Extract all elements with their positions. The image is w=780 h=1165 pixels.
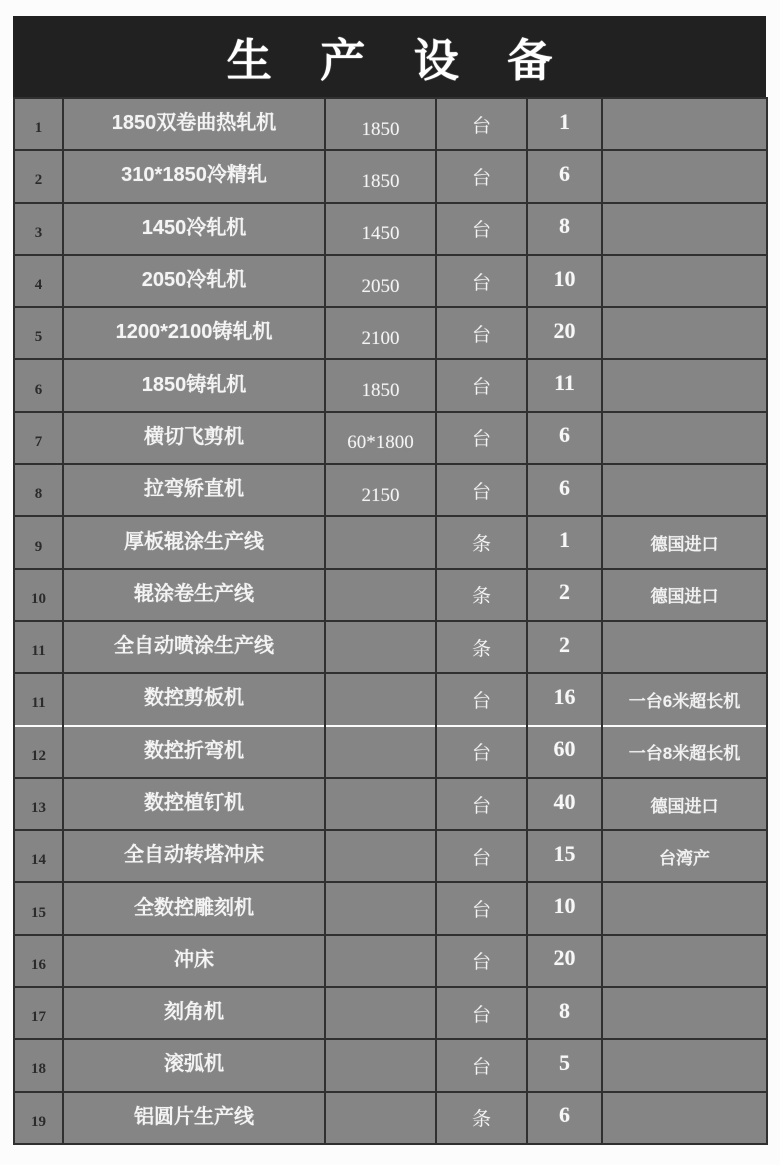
equipment-name: 铝圆片生产线: [63, 1092, 325, 1144]
equipment-remark: [602, 412, 767, 464]
equipment-name: 1850铸轧机: [63, 359, 325, 411]
table-row: [14, 98, 767, 150]
equipment-quantity: 20: [527, 307, 602, 359]
table-title-bar: [13, 16, 766, 97]
equipment-remark: [602, 1039, 767, 1091]
equipment-unit: 条: [436, 569, 527, 621]
table-row: [14, 203, 767, 255]
equipment-unit: 台: [436, 255, 527, 307]
equipment-quantity: 2: [527, 621, 602, 673]
row-number: 1: [14, 98, 63, 150]
equipment-quantity: 8: [527, 203, 602, 255]
row-number: 11: [14, 621, 63, 673]
equipment-spec: [325, 516, 436, 568]
equipment-spec: 1450: [325, 203, 436, 255]
table-row: [14, 1039, 767, 1091]
row-number: 9: [14, 516, 63, 568]
equipment-name: 拉弯矫直机: [63, 464, 325, 516]
equipment-spec: [325, 778, 436, 830]
equipment-unit: 条: [436, 1092, 527, 1144]
row-number: 2: [14, 150, 63, 202]
equipment-unit: 台: [436, 412, 527, 464]
equipment-spec: [325, 935, 436, 987]
equipment-unit: 台: [436, 203, 527, 255]
equipment-quantity: 1: [527, 516, 602, 568]
equipment-quantity: 11: [527, 359, 602, 411]
equipment-remark: [602, 987, 767, 1039]
row-number: 16: [14, 935, 63, 987]
equipment-quantity: 6: [527, 412, 602, 464]
table-row: [14, 673, 767, 725]
equipment-name: 滚弧机: [63, 1039, 325, 1091]
equipment-unit: 台: [436, 307, 527, 359]
equipment-unit: 台: [436, 778, 527, 830]
equipment-name: 刻角机: [63, 987, 325, 1039]
equipment-name: 数控折弯机: [63, 726, 325, 778]
equipment-spec: 2100: [325, 307, 436, 359]
equipment-spec: [325, 673, 436, 725]
equipment-unit: 台: [436, 935, 527, 987]
equipment-quantity: 60: [527, 726, 602, 778]
row-number: 11: [14, 673, 63, 725]
equipment-spec: 1850: [325, 98, 436, 150]
equipment-unit: 台: [436, 464, 527, 516]
equipment-quantity: 16: [527, 673, 602, 725]
table-row: [14, 150, 767, 202]
equipment-spec: 2150: [325, 464, 436, 516]
equipment-quantity: 6: [527, 1092, 602, 1144]
equipment-spec: 2050: [325, 255, 436, 307]
equipment-unit: 台: [436, 830, 527, 882]
equipment-remark: [602, 621, 767, 673]
equipment-quantity: 10: [527, 255, 602, 307]
table-row: [14, 307, 767, 359]
table-row: [14, 882, 767, 934]
equipment-quantity: 20: [527, 935, 602, 987]
equipment-spec: [325, 1039, 436, 1091]
equipment-spec: 1850: [325, 150, 436, 202]
equipment-quantity: 2: [527, 569, 602, 621]
equipment-spec: 1850: [325, 359, 436, 411]
scanned-sheet: [13, 16, 766, 1145]
equipment-name: 1850双卷曲热轧机: [63, 98, 325, 150]
equipment-name: 厚板辊涂生产线: [63, 516, 325, 568]
equipment-remark: [602, 935, 767, 987]
equipment-quantity: 8: [527, 987, 602, 1039]
equipment-unit: 台: [436, 1039, 527, 1091]
equipment-name: 全数控雕刻机: [63, 882, 325, 934]
table-row: [14, 359, 767, 411]
row-number: 7: [14, 412, 63, 464]
row-number: 12: [14, 726, 63, 778]
equipment-remark: 德国进口: [602, 516, 767, 568]
equipment-spec: [325, 830, 436, 882]
equipment-name: 全自动转塔冲床: [63, 830, 325, 882]
equipment-unit: 台: [436, 359, 527, 411]
row-number: 19: [14, 1092, 63, 1144]
row-number: 17: [14, 987, 63, 1039]
equipment-quantity: 6: [527, 464, 602, 516]
equipment-name: 冲床: [63, 935, 325, 987]
equipment-spec: 60*1800: [325, 412, 436, 464]
equipment-spec: [325, 569, 436, 621]
equipment-remark: [602, 359, 767, 411]
equipment-name: 310*1850冷精轧: [63, 150, 325, 202]
equipment-quantity: 10: [527, 882, 602, 934]
table-row: [14, 987, 767, 1039]
equipment-spec: [325, 987, 436, 1039]
table-row: [14, 569, 767, 621]
equipment-unit: 台: [436, 673, 527, 725]
equipment-spec: [325, 882, 436, 934]
row-number: 5: [14, 307, 63, 359]
equipment-unit: 台: [436, 987, 527, 1039]
equipment-quantity: 5: [527, 1039, 602, 1091]
row-number: 15: [14, 882, 63, 934]
equipment-remark: 一台6米超长机: [602, 673, 767, 725]
equipment-remark: [602, 307, 767, 359]
equipment-quantity: 40: [527, 778, 602, 830]
equipment-name: 辊涂卷生产线: [63, 569, 325, 621]
equipment-remark: [602, 255, 767, 307]
row-number: 3: [14, 203, 63, 255]
equipment-table: [13, 97, 768, 1145]
equipment-remark: 台湾产: [602, 830, 767, 882]
table-row: [14, 935, 767, 987]
equipment-spec: [325, 1092, 436, 1144]
table-row: [14, 464, 767, 516]
equipment-spec: [325, 726, 436, 778]
table-row: [14, 726, 767, 778]
equipment-unit: 台: [436, 98, 527, 150]
table-row: [14, 1092, 767, 1144]
equipment-unit: 台: [436, 882, 527, 934]
equipment-name: 2050冷轧机: [63, 255, 325, 307]
equipment-remark: [602, 464, 767, 516]
equipment-remark: 一台8米超长机: [602, 726, 767, 778]
equipment-remark: [602, 882, 767, 934]
equipment-name: 1200*2100铸轧机: [63, 307, 325, 359]
row-number: 6: [14, 359, 63, 411]
equipment-remark: [602, 150, 767, 202]
equipment-unit: 条: [436, 621, 527, 673]
table-row: [14, 516, 767, 568]
equipment-unit: 台: [436, 150, 527, 202]
equipment-unit: 台: [436, 726, 527, 778]
equipment-unit: 条: [436, 516, 527, 568]
equipment-name: 数控植钉机: [63, 778, 325, 830]
equipment-name: 全自动喷涂生产线: [63, 621, 325, 673]
equipment-name: 数控剪板机: [63, 673, 325, 725]
equipment-remark: 德国进口: [602, 778, 767, 830]
row-number: 18: [14, 1039, 63, 1091]
table-row: [14, 778, 767, 830]
equipment-remark: [602, 98, 767, 150]
equipment-remark: [602, 203, 767, 255]
page-title: 生 产 设 备: [226, 35, 571, 86]
equipment-name: 1450冷轧机: [63, 203, 325, 255]
equipment-quantity: 15: [527, 830, 602, 882]
table-row: [14, 830, 767, 882]
equipment-remark: 德国进口: [602, 569, 767, 621]
table-row: [14, 621, 767, 673]
equipment-quantity: 6: [527, 150, 602, 202]
equipment-quantity: 1: [527, 98, 602, 150]
row-number: 8: [14, 464, 63, 516]
row-number: 4: [14, 255, 63, 307]
table-row: [14, 255, 767, 307]
equipment-name: 横切飞剪机: [63, 412, 325, 464]
row-number: 14: [14, 830, 63, 882]
equipment-spec: [325, 621, 436, 673]
equipment-remark: [602, 1092, 767, 1144]
row-number: 10: [14, 569, 63, 621]
table-row: [14, 412, 767, 464]
row-number: 13: [14, 778, 63, 830]
